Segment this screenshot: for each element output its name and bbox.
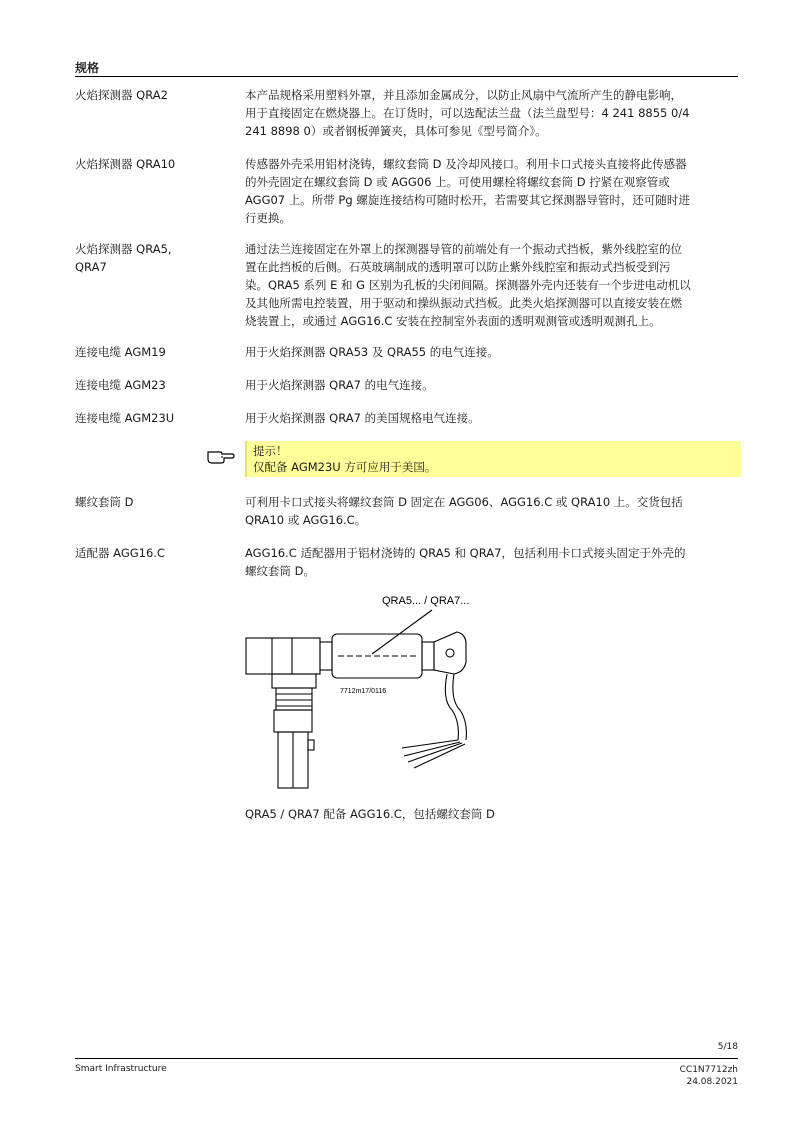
desc-line: 传感器外壳采用铝材浇铸，螺纹套筒 D 及冷却风接口。利用卡口式接头直接将此传感器 — [245, 157, 687, 171]
note-text: 仅配备 AGM23U 方可应用于美国。 — [253, 460, 437, 474]
desc-line: 的外壳固定在螺纹套筒 D 或 AGG06 上。可使用螺栓将螺纹套筒 D 拧紧在观察管或 — [245, 175, 670, 189]
page-number: 5/18 — [717, 1042, 738, 1052]
spec-term: 适配器 AGG16.C — [75, 546, 165, 560]
doc-id: CC1N7712zh — [679, 1065, 738, 1075]
spec-term: 火焰探测器 QRA2 — [75, 88, 168, 102]
product-drawing — [232, 590, 502, 790]
doc-date: 24.08.2021 — [686, 1077, 738, 1087]
spec-desc — [245, 86, 735, 140]
desc-line: QRA10 或 AGG16.C。 — [245, 513, 367, 527]
desc-line: 用于火焰探测器 QRA53 及 QRA55 的电气连接。 — [245, 345, 499, 359]
spec-desc — [245, 376, 735, 394]
desc-line: 通过法兰连接固定在外罩上的探测器导管的前端处有一个振动式挡板，紫外线腔室的位 — [245, 242, 682, 256]
section-title: 规格 — [75, 61, 100, 75]
figure-callout: QRA5... / QRA7... — [382, 595, 470, 607]
desc-line: 烧装置上，或通过 AGG16.C 安装在控制室外表面的透明观测管或透明观测孔上。 — [245, 314, 661, 328]
desc-line: 用于火焰探测器 QRA7 的电气连接。 — [245, 378, 434, 392]
doc-meta — [590, 1064, 738, 1088]
top-divider — [75, 76, 738, 77]
desc-line: 及其他所需电控装置，用于驱动和操纵振动式挡板。此类火焰探测器可以直接安装在燃 — [245, 296, 682, 310]
spec-term: 连接电缆 AGM23 — [75, 378, 166, 392]
desc-line: AGG07 上。所带 Pg 螺旋连接结构可随时松开，若需要其它探测器导管时，还可随时进 — [245, 193, 690, 207]
desc-line: 行更换。 — [245, 211, 291, 225]
desc-line: 241 8898 0）或者钢板弹簧夹，具体可参见《型号简介》。 — [245, 124, 547, 138]
desc-line: 染。QRA5 系列 E 和 G 区别为孔板的尖闭间隔。探测器外壳内还装有一个步进电动机以 — [245, 278, 691, 292]
spec-term: 火焰探测器 QRA10 — [75, 157, 176, 171]
spec-term: 螺纹套筒 D — [75, 495, 134, 509]
spec-desc — [245, 343, 735, 361]
desc-line: 可利用卡口式接头将螺纹套筒 D 固定在 AGG06、AGG16.C 或 QRA10 上。交货包括 — [245, 495, 683, 509]
spec-desc — [245, 155, 735, 227]
figure-code: 7712m17/0116 — [340, 688, 387, 695]
spec-term: 连接电缆 AGM23U — [75, 411, 175, 425]
spec-term — [75, 240, 235, 276]
term-line: 火焰探测器 QRA5, — [75, 242, 172, 256]
spec-desc — [245, 240, 735, 330]
spec-desc — [245, 409, 735, 427]
desc-line: 用于火焰探测器 QRA7 的美国规格电气连接。 — [245, 411, 480, 425]
company-name: Smart Infrastructure — [75, 1064, 167, 1074]
desc-line: AGG16.C 适配器用于铝材浇铸的 QRA5 和 QRA7，包括利用卡口式接头固定于外壳的 — [245, 546, 686, 560]
desc-line: 本产品规格采用塑料外罩，并且添加金属成分，以防止风扇中气流所产生的静电影响， — [245, 88, 682, 102]
term-line: QRA7 — [75, 260, 107, 274]
spec-desc — [245, 544, 735, 580]
desc-line: 用于直接固定在燃烧器上。在订货时，可以选配法兰盘（法兰盘型号：4 241 8855 0/4 — [245, 106, 690, 120]
figure-caption: QRA5 / QRA7 配备 AGG16.C，包括螺纹套筒 D — [245, 807, 495, 821]
spec-term: 连接电缆 AGM19 — [75, 345, 166, 359]
desc-line: 置在此挡板的后侧。石英玻璃制成的透明罩可以防止紫外线腔室和振动式挡板受到污 — [245, 260, 671, 274]
pointing-hand-icon — [206, 446, 236, 464]
bottom-divider — [75, 1058, 738, 1059]
desc-line: 螺纹套筒 D。 — [245, 564, 316, 578]
note-title: 提示！ — [253, 444, 288, 458]
note-box — [245, 441, 741, 477]
spec-desc — [245, 493, 735, 529]
